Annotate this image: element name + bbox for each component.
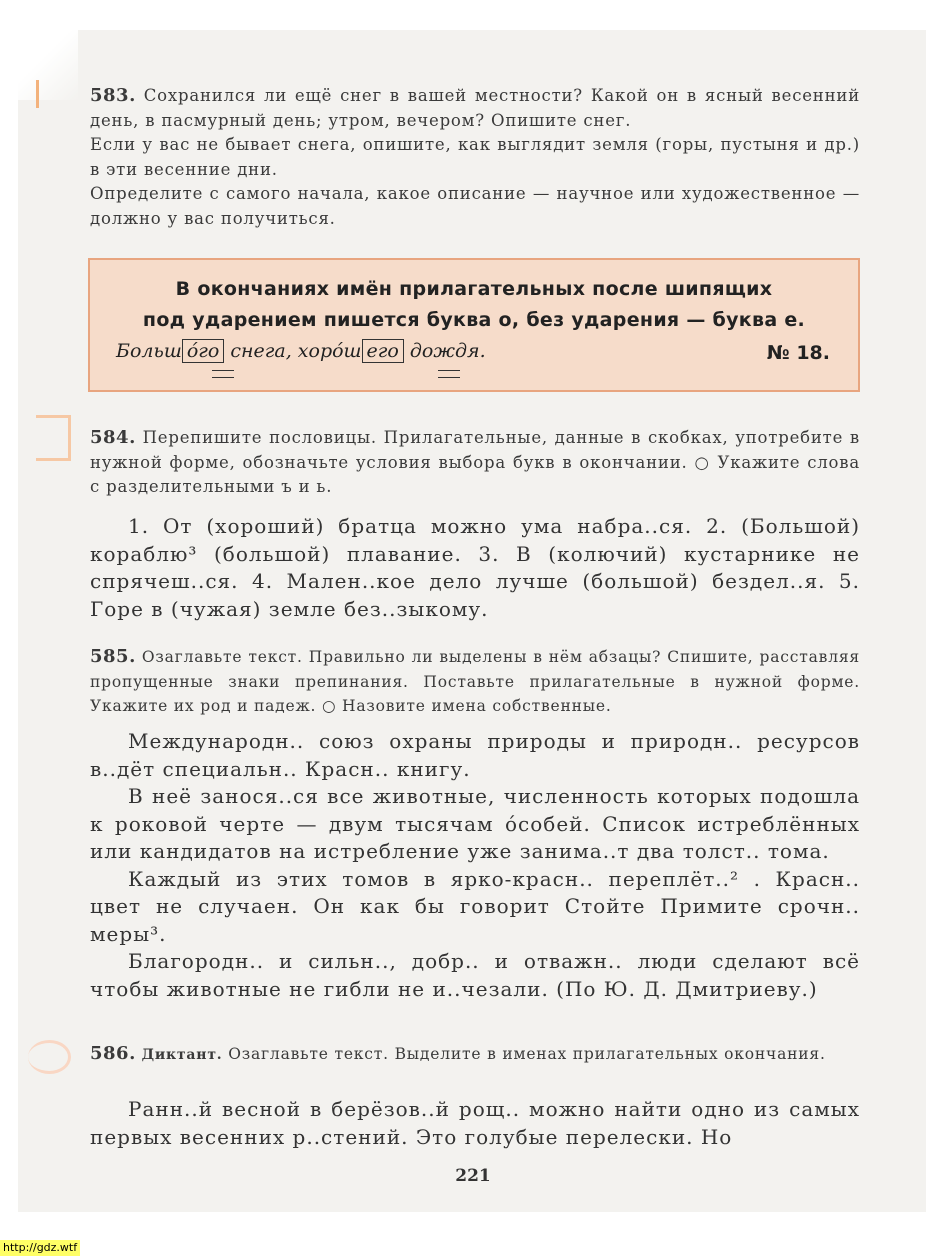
margin-mark (36, 80, 77, 108)
double-underline (212, 370, 234, 378)
paragraph: Международн.. союз охраны природы и природн.. ресурсов в..дёт специальн.. Красн.. книгу. (90, 729, 860, 781)
text-585 (90, 728, 860, 1003)
example-word: дождя. (409, 340, 486, 362)
exercise-text: Если у вас не бывает снега, опишите, как выглядит земля (горы, пустыня и др.) в эти весенние дни. (90, 135, 860, 179)
paragraph: Каждый из этих томов в ярко-красн.. переплёт..² . Красн.. цвет не случаен. Он как бы говорит Стойте Примите срочн.. меры³. (90, 866, 860, 946)
margin-mark (36, 415, 71, 461)
rule-box (88, 258, 860, 392)
exercise-task: Озаглавьте текст. Правильно ли выделены в нём абзацы? Спишите, расставляя пропущенные знаки препинания. Поставьте прилагательные в нужной форме. Укажите их род и падеж. ○ Назовите имена собственные. (90, 648, 860, 715)
exercise-keyword: Диктант. (141, 1047, 223, 1063)
rule-number: № 18. (766, 342, 830, 364)
watermark-link[interactable]: http://gdz.wtf (0, 1240, 80, 1256)
page-number: 221 (455, 1166, 491, 1186)
margin-mark (28, 1040, 71, 1074)
exercise-number: 584. (90, 427, 136, 448)
rule-example (116, 340, 832, 362)
example-word: снега, хорóш (230, 340, 362, 362)
framed-ending: его (362, 339, 404, 363)
rule-line: В окончаниях имён прилагательных после шипящих (175, 278, 773, 300)
exercise-text: Определите с самого начала, какое описание — научное или художественное — должно у вас получиться. (90, 184, 860, 228)
paragraph: В неё занося..ся все животные, численность которых подошла к роковой черте — двум тысячам óсобей. Список истреблённых или кандидатов на истребление уже занима..т два толст.. тома. (90, 784, 860, 863)
exercise-task: Перепишите пословицы. Прилагательные, данные в скобках, употребите в нужной форме, обозначьте условия выбора букв в окончании. ○ Укажите слова с разделительными ъ и ь. (90, 428, 861, 496)
exercise-number: 586. (90, 1043, 136, 1064)
proverbs: 1. От (хороший) братца можно ума набра..ся. 2. (Большой) кораблю³ (большой) плавание. 3. В (колючий) кустарнике не спрячеш..ся. 4. Мален..кое дело лучше (большой) бездел..я. 5. Горе в (чужая) земле без..зыкому. (90, 514, 860, 621)
paragraph: Ранн..й весной в берёзов..й рощ.. можно найти одно из самых первых весенних р..стений. Это голубые перелески. Но (90, 1097, 860, 1149)
exercise-number: 583. (90, 85, 136, 106)
proverbs-text (90, 513, 860, 623)
exercise-585 (90, 645, 860, 719)
exercise-586 (90, 1042, 860, 1068)
exercise-583 (90, 84, 860, 231)
example-word: Больш (116, 340, 182, 362)
dictation-text (90, 1096, 860, 1151)
paragraph: Благородн.. и сильн.., добр.. и отважн.. люди сделают всё чтобы животные не гибли не и..чезали. (По Ю. Д. Дмитриеву.) (90, 949, 860, 1001)
exercise-task: Озаглавьте текст. Выделите в именах прилагательных окончания. (228, 1045, 826, 1063)
exercise-584 (90, 426, 860, 500)
exercise-number: 585. (90, 646, 136, 667)
rule-line: под ударением пишется буква о, без ударения — буква е. (142, 309, 806, 331)
exercise-text: Сохранился ли ещё снег в вашей местности? Какой он в ясный весенний день, в пасмурный день; утром, вечером? Опишите снег. (90, 86, 860, 130)
double-underline (438, 370, 460, 378)
framed-ending: óго (182, 339, 224, 363)
